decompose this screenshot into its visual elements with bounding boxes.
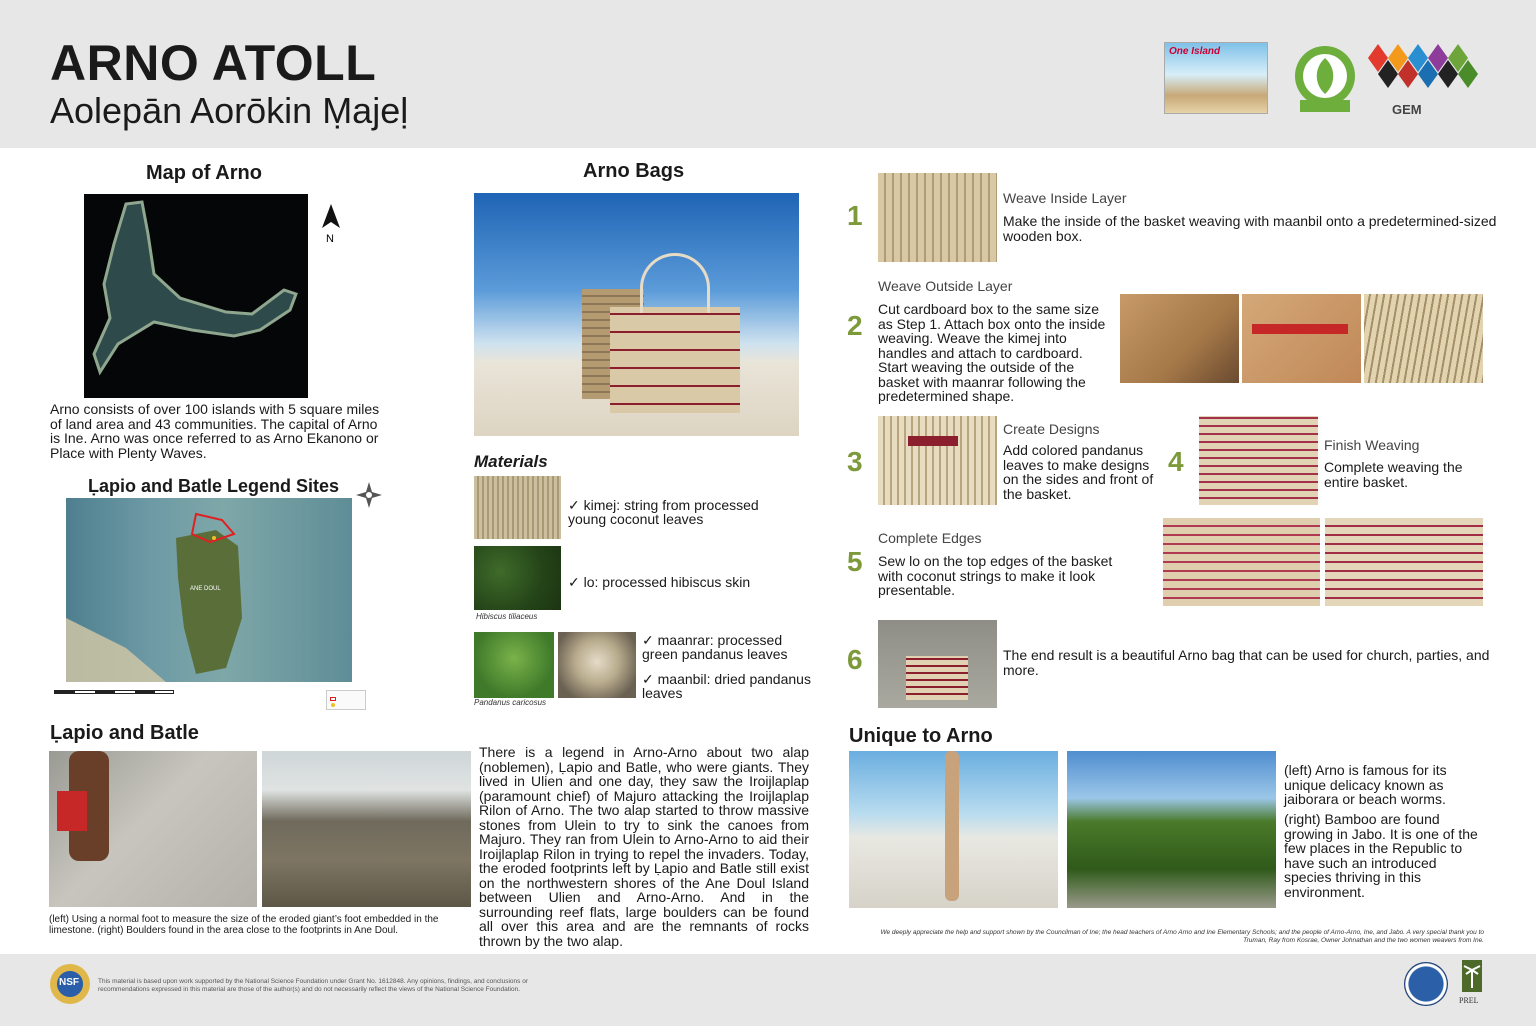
step-3-heading: Create Designs <box>1003 421 1100 437</box>
step-3-photo <box>878 416 997 505</box>
prel-logo-text: PREL <box>1459 996 1479 1005</box>
step-2-text: Cut cardboard box to the same size as Step 1. Attach box onto the inside weaving. Weave the kimej into handles and attach to cardboard. Start weaving the outside of the basket with maanrar following the predetermined shape. <box>878 301 1106 404</box>
beach-worm-photo <box>849 751 1058 908</box>
large-bag <box>610 307 740 413</box>
material-lo-text: lo: processed hibiscus skin <box>583 574 751 590</box>
page-title: ARNO ATOLL <box>50 35 377 91</box>
step-2-photo-b <box>1242 294 1361 383</box>
material-kimej: ✓ kimej: string from processed young coconut leaves <box>568 497 759 527</box>
red-design-band <box>908 436 958 446</box>
atoll-outline <box>84 194 308 398</box>
gem-logo-text: GEM <box>1392 102 1422 117</box>
map-description: Arno consists of over 100 islands with 5 square miles of land area and 43 communities. The capital of Arno is Ine. Arno was once referred to as Arno Ekanono or Place with Plenty Waves. <box>50 401 380 461</box>
step-1-number: 1 <box>847 200 863 231</box>
lapio-section-title: Ḷapio and Batle <box>50 722 199 744</box>
palm-tree-icon <box>1458 958 1486 998</box>
legend-sites-title: Ḷapio and Batle Legend Sites <box>88 476 340 496</box>
step-4-number: 4 <box>1168 446 1184 477</box>
boulders-photo <box>262 751 471 907</box>
step-5-number: 5 <box>847 546 863 577</box>
step-3-number: 3 <box>847 446 863 477</box>
beach-worm <box>945 751 959 901</box>
step-5-photo-a <box>1163 518 1320 606</box>
materials-title: Materials <box>474 452 548 471</box>
island-shape <box>66 498 352 682</box>
prel-logo <box>1458 958 1486 1006</box>
step-2-photo-c <box>1364 294 1483 383</box>
step-4-heading: Finish Weaving <box>1324 437 1420 453</box>
material-maanrar: ✓ maanrar: processed green pandanus leaves <box>642 632 788 662</box>
lapio-legend-text: There is a legend in Arno-Arno about two alap (noblemen), Ḷapio and Batle, who were giants. They lived in Ulien and one day, they saw the Iroijlaplap (paramount chief) of Majuro attacking the Iroijlaplap Rilon of Arno. The two alap started to throw massive stones from Ulein to try to sink the canoes from Majuro. They ran from Ulein to Arno-Arno to aid their Iroijlaplap Rilon in trying to repel the invaders. Today, the eroded footprints left by Ḷapio and Batle still exist on the northwestern shores of the Ane Doul Island between Ulien and Arno-Arno. And in the surrounding reef flats, large boulders can be found all over this area and are the remnants of rocks thrown by the two alap. <box>479 744 809 949</box>
arno-map-image <box>84 194 308 398</box>
material-maanrar-text: maanrar: processed green pandanus leaves <box>642 632 788 662</box>
step-1-text: Make the inside of the basket weaving with maanbil onto a predetermined-sized wooden box. <box>1003 213 1497 244</box>
step-2-heading: Weave Outside Layer <box>878 278 1013 294</box>
nsf-logo <box>50 964 90 1004</box>
hibiscus-photo <box>474 546 561 610</box>
footprint-legend-icon <box>331 703 335 707</box>
leaf-seal-logo <box>1294 44 1356 114</box>
unique-text-right: (right) Bamboo are found growing in Jabo. It is one of the few places in the Republic to have such an introduced species thriving in this environment. <box>1284 811 1478 900</box>
island-label: ANE DOUL <box>190 586 221 592</box>
map-legend-box <box>326 690 366 710</box>
bag-handle <box>640 253 710 313</box>
step-5-photo-b <box>1325 518 1483 606</box>
step-3-text: Add colored pandanus leaves to make designs on the sides and front of the basket. <box>1003 442 1154 502</box>
step-4-photo <box>1199 416 1318 505</box>
page-subtitle: Aolepān Aorōkin Ṃajeḷ <box>50 90 409 131</box>
step-2-photo-a <box>1120 294 1239 383</box>
one-island-logo-text: One Island <box>1169 46 1221 57</box>
bags-section-title: Arno Bags <box>583 160 685 182</box>
north-arrow-icon <box>318 202 344 244</box>
compass-rose-icon <box>356 482 382 508</box>
material-kimej-text: kimej: string from processed young coconut leaves <box>568 497 759 527</box>
pandanus-photo <box>474 632 554 698</box>
step-5-heading: Complete Edges <box>878 530 982 546</box>
nsf-logo-text: NSF <box>59 977 79 988</box>
maanbil-photo <box>558 632 636 698</box>
seal-logo <box>1404 962 1448 1006</box>
cardboard-label <box>1252 324 1348 334</box>
material-lo: ✓ lo: processed hibiscus skin <box>568 574 751 590</box>
step-2-number: 2 <box>847 310 863 341</box>
finished-bag <box>906 656 968 700</box>
gem-diamond-icon <box>1368 40 1486 100</box>
step-6-text: The end result is a beautiful Arno bag that can be used for church, parties, and more. <box>1003 647 1490 678</box>
step-6-photo <box>878 620 997 708</box>
nsf-disclaimer: This material is based upon work supported by the National Science Foundation under Grant No. 1612848. Any opinions, findings, and conclusions or recommendations expressed in this material are those of the author(s) and do not necessarily reflect the views of the National Science Foundation. <box>98 978 528 993</box>
pandanus-caption: Pandanus caricosus <box>474 698 547 707</box>
material-maanbil: ✓ maanbil: dried pandanus leaves <box>642 671 811 701</box>
one-island-logo <box>1164 42 1268 114</box>
giant-footprint-photo <box>49 751 257 907</box>
north-label: N <box>326 233 334 244</box>
step-4-text: Complete weaving the entire basket. <box>1324 459 1463 490</box>
step-1-heading: Weave Inside Layer <box>1003 190 1127 206</box>
rock-legend-icon <box>330 697 336 701</box>
kimej-photo <box>474 476 561 539</box>
step-6-number: 6 <box>847 644 863 675</box>
step-5-text: Sew lo on the top edges of the basket with coconut strings to make it look presentable. <box>878 553 1113 598</box>
bamboo-photo <box>1067 751 1276 908</box>
arno-bags-photo <box>474 193 799 436</box>
scale-bar <box>54 690 174 694</box>
hibiscus-caption: Hibiscus tiliaceus <box>476 612 538 621</box>
lapio-photo-caption: (left) Using a normal foot to measure the size of the eroded giant’s foot embedded in the limestone. (right) Boulders found in the area close to the footprints in Ane Doul. <box>49 914 439 936</box>
gem-logo <box>1368 40 1486 120</box>
legend-sites-satellite-map <box>66 498 352 682</box>
step-1-photo <box>878 173 997 262</box>
unique-text-left: (left) Arno is famous for its unique delicacy known as jaiborara or beach worms. <box>1284 762 1447 807</box>
acknowledgement-text: We deeply appreciate the help and support shown by the Councilman of Ine; the head teachers of Arno Arno and Ine Elementary Schools; and the people of Arno-Arno, Ine, and Jabo. A very special thank you to Truman, Ray from Kosrae, Owner Johnathan and the two women weavers from Ine. <box>880 929 1484 944</box>
material-maanbil-text: maanbil: dried pandanus leaves <box>642 671 811 701</box>
map-section-title: Map of Arno <box>146 162 262 184</box>
unique-section-title: Unique to Arno <box>849 725 993 747</box>
red-cloth <box>57 791 87 831</box>
